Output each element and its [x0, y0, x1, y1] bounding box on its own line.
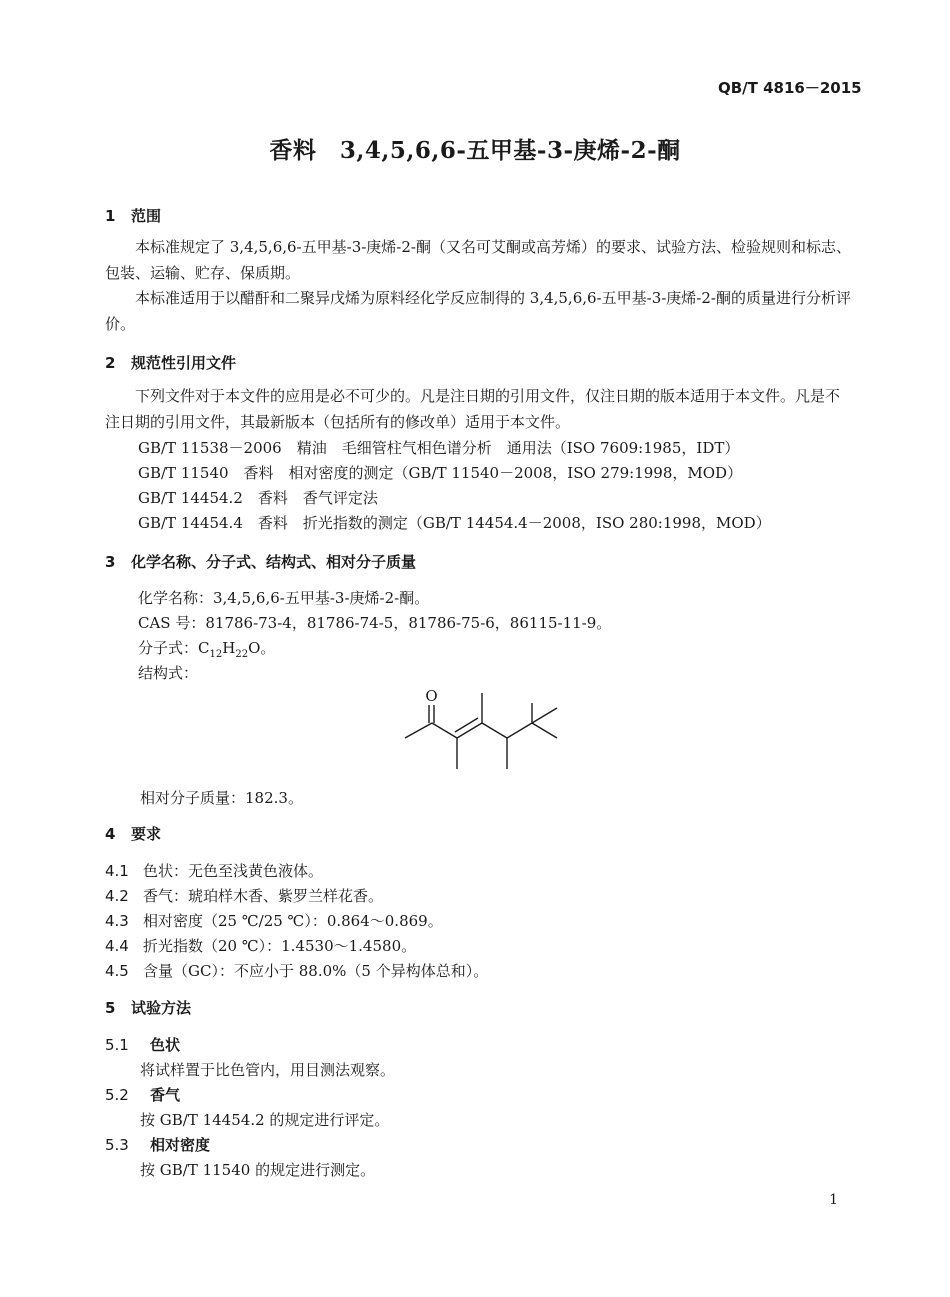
clause-number: 5.3 — [105, 1136, 129, 1154]
section-number: 2 — [105, 354, 116, 372]
formula-o: O。 — [248, 639, 276, 657]
requirement-item — [105, 885, 383, 906]
scope-paragraph-1: 本标准规定了 3,4,5,6,6-五甲基-3-庚烯-2-酮（又名可艾酮或高芳烯）的要求、试验方法、检验规则和标志、包装、运输、贮存、保质期。 — [105, 238, 851, 282]
subsection-text: 按 GB/T 11540 的规定进行测定。 — [140, 1161, 376, 1179]
reference-item: GB/T 11538－2006 精油 毛细管柱气相色谱分析 通用法（ISO 7609:1985，IDT） — [138, 439, 740, 457]
structure-label: 结构式： — [138, 664, 199, 682]
formula-c-count: 12 — [209, 649, 223, 660]
subsection-title: 香气 — [150, 1086, 181, 1104]
subsection-text: 将试样置于比色管内，用目测法观察。 — [140, 1061, 396, 1079]
clause-number: 5.1 — [105, 1036, 129, 1054]
clause-number: 4.2 — [105, 887, 129, 905]
bond — [482, 723, 507, 738]
references-intro: 下列文件对于本文件的应用是必不可少的。凡是注日期的引用文件，仅注日期的版本适用于本文件。凡是不注日期的引用文件，其最新版本（包括所有的修改单）适用于本文件。 — [105, 387, 841, 431]
section-3-heading — [105, 551, 416, 572]
requirement-item — [105, 910, 443, 931]
section-title: 规范性引用文件 — [131, 354, 237, 372]
formula-label: 分子式： — [138, 639, 199, 657]
clause-number: 5.2 — [105, 1086, 129, 1104]
clause-text: 含量（GC）：不应小于 88.0%（5 个异构体总和）。 — [143, 962, 489, 980]
formula-h-count: 22 — [235, 649, 249, 660]
reference-item: GB/T 14454.4 香料 折光指数的测定（GB/T 14454.4－2008，ISO 280:1998，MOD） — [138, 514, 771, 532]
section-title: 范围 — [131, 207, 162, 225]
section-title: 试验方法 — [131, 999, 192, 1017]
oxygen-atom-label: O — [425, 687, 438, 705]
subsection-heading — [105, 1134, 210, 1155]
subsection-heading — [105, 1034, 180, 1055]
subsection-text: 按 GB/T 14454.2 的规定进行评定。 — [140, 1111, 390, 1129]
structural-formula — [395, 685, 575, 775]
bond — [532, 723, 557, 738]
section-2-heading — [105, 352, 236, 373]
page-number: 1 — [829, 1192, 838, 1208]
section-number: 3 — [105, 553, 116, 571]
requirement-item — [105, 935, 416, 956]
requirement-item — [105, 860, 323, 881]
section-number: 1 — [105, 207, 116, 225]
subsection-heading — [105, 1084, 180, 1105]
document-title: 香料 3,4,5,6,6-五甲基-3-庚烯-2-酮 — [269, 137, 681, 164]
bond — [507, 723, 532, 738]
section-number: 4 — [105, 825, 116, 843]
bond — [405, 723, 432, 738]
bond — [432, 723, 457, 738]
section-title: 要求 — [131, 825, 162, 843]
formula-c: C — [198, 639, 210, 657]
section-5-heading — [105, 997, 191, 1018]
clause-number: 4.1 — [105, 862, 129, 880]
subsection-title: 相对密度 — [150, 1136, 211, 1154]
clause-text: 香气：琥珀样木香、紫罗兰样花香。 — [143, 887, 384, 905]
relative-molecular-mass: 相对分子质量：182.3。 — [140, 789, 303, 807]
molecular-formula — [138, 637, 275, 660]
scope-paragraph-2: 本标准适用于以醋酐和二聚异戊烯为原料经化学反应制得的 3,4,5,6,6-五甲基-3-庚烯-2-酮的质量进行分析评价。 — [105, 289, 851, 333]
section-1-heading — [105, 205, 161, 226]
bond — [455, 718, 478, 732]
subsection-title: 色状 — [150, 1036, 181, 1054]
clause-number: 4.4 — [105, 937, 129, 955]
clause-number: 4.3 — [105, 912, 129, 930]
bond — [457, 723, 482, 738]
reference-item: GB/T 11540 香料 相对密度的测定（GB/T 11540－2008，ISO 279:1998，MOD） — [138, 464, 743, 482]
section-number: 5 — [105, 999, 116, 1017]
bond — [532, 708, 557, 723]
clause-text: 色状：无色至浅黄色液体。 — [143, 862, 324, 880]
standard-id: QB/T 4816－2015 — [718, 79, 862, 97]
chemical-name: 化学名称：3,4,5,6,6-五甲基-3-庚烯-2-酮。 — [138, 589, 430, 607]
clause-text: 折光指数（20 ℃）：1.4530～1.4580。 — [143, 937, 417, 955]
formula-h: H — [222, 639, 236, 657]
section-title: 化学名称、分子式、结构式、相对分子质量 — [131, 553, 417, 571]
requirement-item — [105, 960, 488, 981]
clause-number: 4.5 — [105, 962, 129, 980]
cas-number: CAS 号：81786-73-4，81786-74-5，81786-75-6，86115-11-9。 — [138, 614, 612, 632]
reference-item: GB/T 14454.2 香料 香气评定法 — [138, 489, 378, 507]
section-4-heading — [105, 823, 161, 844]
clause-text: 相对密度（25 ℃/25 ℃）：0.864～0.869。 — [143, 912, 443, 930]
